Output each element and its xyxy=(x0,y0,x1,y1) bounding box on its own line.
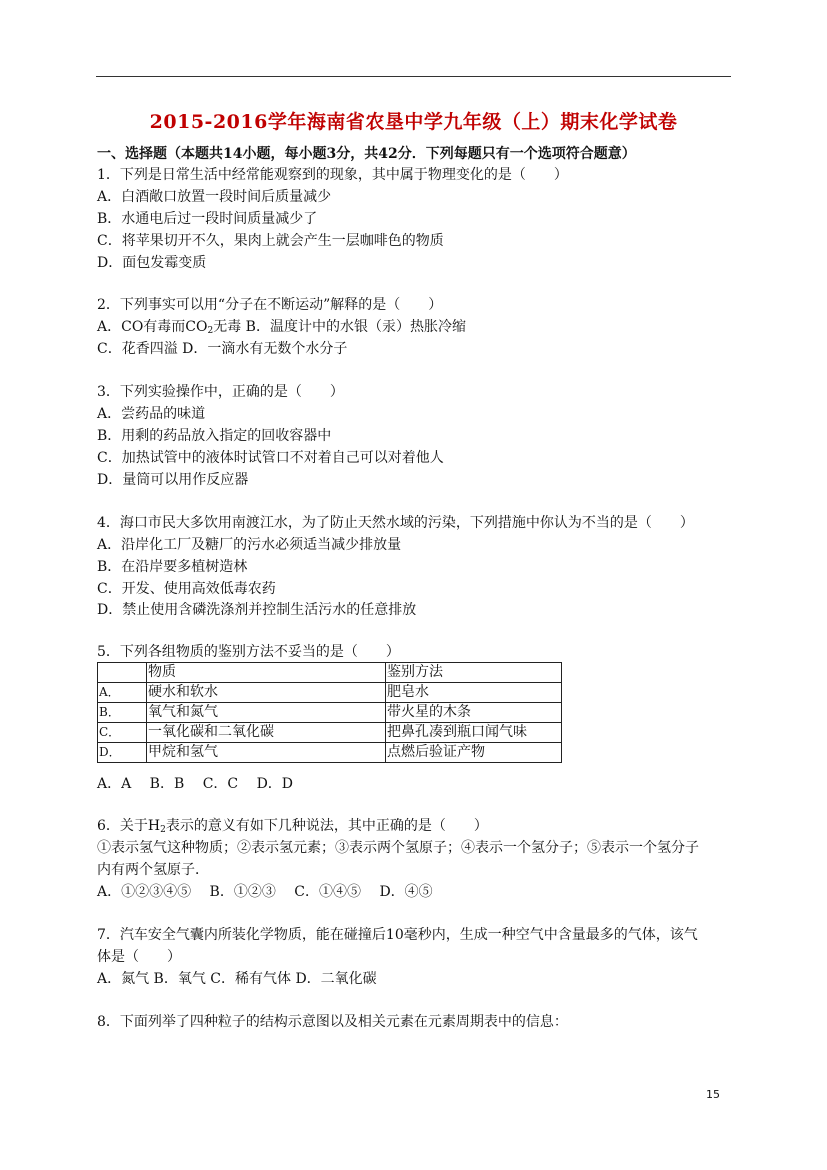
q4-option-a: A．沿岸化工厂及糖厂的污水必须适当减少排放量 xyxy=(97,537,402,553)
q3-option-d: D．量筒可以用作反应器 xyxy=(97,472,249,488)
table-cell: 带火星的木条 xyxy=(386,703,562,723)
q5-stem: 5．下列各组物质的鉴别方法不妥当的是（ ） xyxy=(97,644,400,660)
q4-option-d: D．禁止使用含磷洗涤剂并控制生活污水的任意排放 xyxy=(97,602,417,618)
q6-stem-text: 6．关于H xyxy=(97,818,161,834)
q1-option-c: C．将苹果切开不久，果肉上就会产生一层咖啡色的物质 xyxy=(97,233,444,249)
table-row xyxy=(98,703,562,723)
table-cell: 甲烷和氢气 xyxy=(147,743,386,763)
exam-title: 2015-2016学年海南省农垦中学九年级（上）期末化学试卷 xyxy=(149,111,678,133)
q3-option-c: C．加热试管中的液体时试管口不对着自己可以对着他人 xyxy=(97,450,444,466)
q3-option-b: B．用剩的药品放入指定的回收容器中 xyxy=(97,428,332,444)
table-cell: 氧气和氮气 xyxy=(147,703,386,723)
q3-option-a: A．尝药品的味道 xyxy=(97,406,206,422)
q2-a-subscript: 2 xyxy=(207,326,214,336)
q3-stem: 3．下列实验操作中，正确的是（ ） xyxy=(97,384,344,400)
q1-option-d: D．面包发霉变质 xyxy=(97,255,207,271)
page-number: 15 xyxy=(706,1088,720,1101)
table-row xyxy=(98,683,562,703)
q2-stem: 2．下列事实可以用“分子在不断运动”解释的是（ ） xyxy=(97,297,443,313)
q7-options: A．氮气 B．氧气 C．稀有气体 D．二氧化碳 xyxy=(97,971,377,987)
q6-subscript: 2 xyxy=(160,825,166,835)
section-heading: 一、选择题（本题共14小题，每小题3分，共42分．下列每题只有一个选项符合题意） xyxy=(97,146,636,162)
table-cell: 点燃后验证产物 xyxy=(386,743,562,763)
q2-option-cd: C．花香四溢 D．一滴水有无数个水分子 xyxy=(97,341,348,357)
table-cell xyxy=(98,663,147,683)
header-rule xyxy=(96,76,731,77)
q4-stem: 4．海口市民大多饮用南渡江水，为了防止天然水域的污染，下列措施中你认为不当的是（ ） xyxy=(97,515,694,531)
q6-stem xyxy=(97,817,488,839)
table-cell: D． xyxy=(98,743,147,763)
table-header-method: 鉴别方法 xyxy=(386,663,562,683)
q1-option-a: A．白酒敞口放置一段时间后质量减少 xyxy=(97,189,332,205)
table-cell: 肥皂水 xyxy=(386,683,562,703)
q4-option-c: C．开发、使用高效低毒农药 xyxy=(97,581,276,597)
q7-stem-cont: 体是（ ） xyxy=(97,949,181,965)
q6-statements: ①表示氢气这种物质；②表示氢元素；③表示两个氢原子；④表示一个氢分子；⑤表示一个氢分子 xyxy=(97,840,699,856)
q5-options: A．A B．B C．C D．D xyxy=(97,776,294,792)
q1-option-b: B．水通电后过一段时间质量减少了 xyxy=(97,211,318,227)
q6-stem-rest: 表示的意义有如下几种说法，其中正确的是（ ） xyxy=(165,818,488,834)
table-cell: C． xyxy=(98,723,147,743)
q7-stem: 7．汽车安全气囊内所装化学物质，能在碰撞后10毫秒内，生成一种空气中含量最多的气体，该气 xyxy=(97,927,698,943)
q4-option-b: B．在沿岸要多植树造林 xyxy=(97,559,248,575)
table-cell: 一氧化碳和二氧化碳 xyxy=(147,723,386,743)
table-row xyxy=(98,663,562,683)
q2-option-ab xyxy=(97,318,466,340)
q6-options: A．①②③④⑤ B．①②③ C．①④⑤ D．④⑤ xyxy=(97,884,433,900)
table-cell: A． xyxy=(98,683,147,703)
table-row xyxy=(98,743,562,763)
q2-b-text: 无毒 B．温度计中的水银（汞）热胀冷缩 xyxy=(213,319,466,335)
q1-stem: 1．下列是日常生活中经常能观察到的现象，其中属于物理变化的是（ ） xyxy=(97,167,568,183)
q2-a-text: A．CO有毒而CO xyxy=(97,319,208,335)
table-row xyxy=(98,723,562,743)
q8-stem: 8．下面列举了四种粒子的结构示意图以及相关元素在元素周期表中的信息： xyxy=(97,1014,568,1030)
q5-table xyxy=(97,662,562,763)
table-cell: 硬水和软水 xyxy=(147,683,386,703)
table-header-substance: 物质 xyxy=(147,663,386,683)
q6-statements-cont: 内有两个氢原子． xyxy=(97,862,209,878)
table-cell: 把鼻孔凑到瓶口闻气味 xyxy=(386,723,562,743)
table-cell: B． xyxy=(98,703,147,723)
